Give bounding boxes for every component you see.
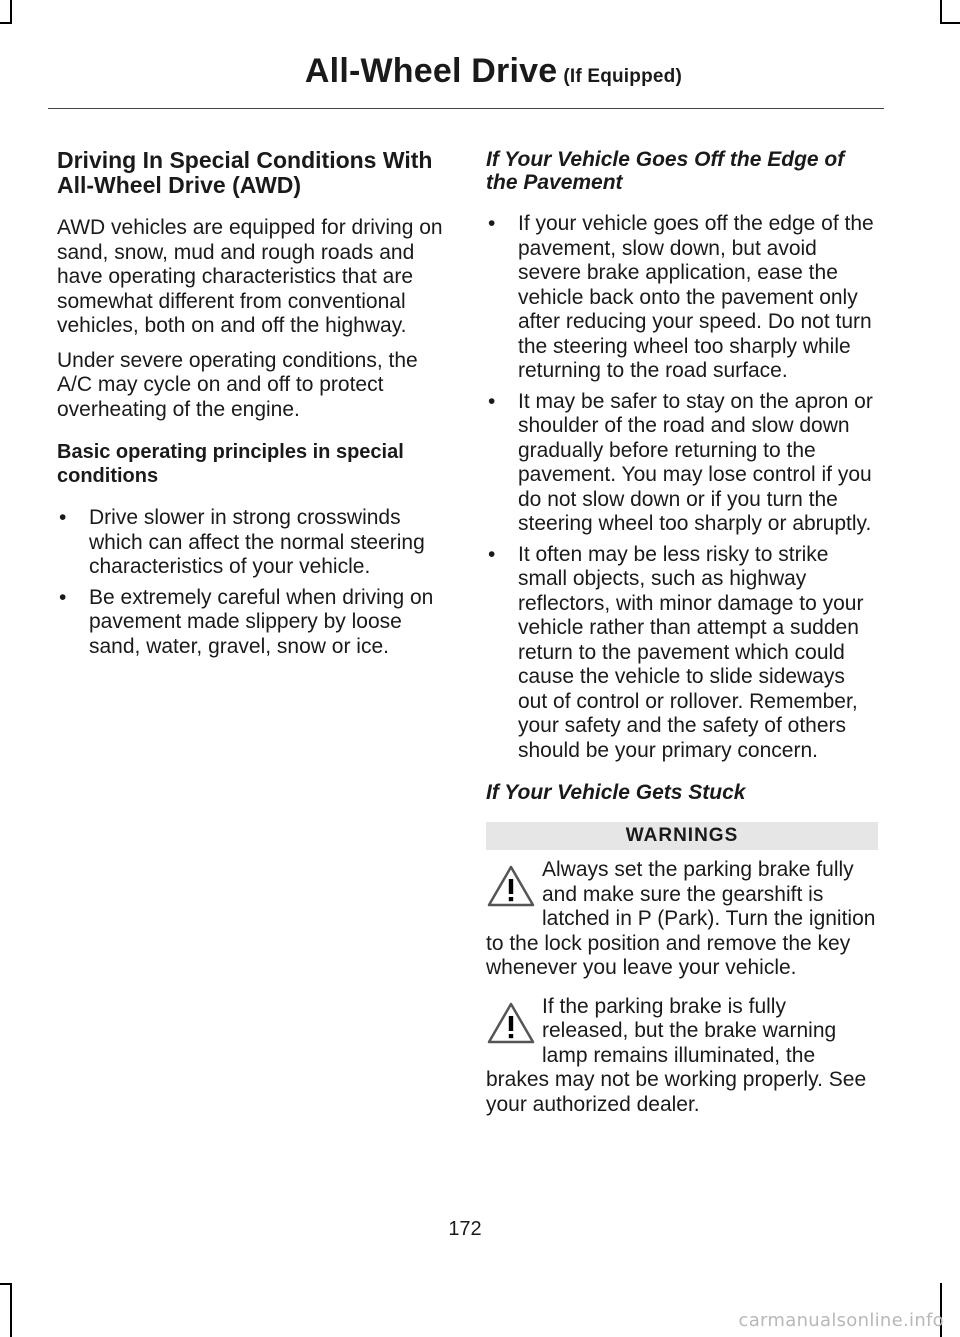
section-heading: If Your Vehicle Gets Stuck <box>486 781 746 804</box>
header-divider <box>48 108 884 109</box>
watermark: carmanualsonline.info <box>738 1310 944 1331</box>
crop-mark <box>10 0 12 24</box>
bullet-list <box>57 506 449 659</box>
header-subtitle: (If Equipped) <box>563 66 682 87</box>
warnings-banner: WARNINGS <box>486 822 878 850</box>
list-item-text: It may be safer to stay on the apron or shoulder of the road and slow down gradually before returning to the pavement. You may lose control if you do not slow down or if you turn the steering wheel too sharply or abruptly. <box>518 389 873 535</box>
page-header <box>305 52 682 91</box>
list-item-text: Be extremely careful when driving on pavement made slippery by loose sand, water, gravel, snow or ice. <box>89 585 434 658</box>
right-column <box>486 148 878 1131</box>
warning-text: Always set the parking brake fully and make sure the gearshift is latched in P (Park). Turn the ignition to the lock position and remove the key whenever you leave your vehicle. <box>486 858 876 979</box>
bullet-marker: • <box>59 506 67 529</box>
warning-triangle-icon <box>486 1001 536 1045</box>
warning-triangle-icon <box>486 864 536 908</box>
paragraph: Under severe operating conditions, the A/C may cycle on and off to protect overheating of the engine. <box>57 348 418 421</box>
crop-mark <box>940 0 942 24</box>
warning-block <box>486 995 878 1118</box>
section-heading: Driving In Special Conditions With All-Wheel Drive (AWD) <box>57 147 433 198</box>
list-item-text: If your vehicle goes off the edge of the pavement, slow down, but avoid severe brake application, ease the vehicle back onto the pavement only after reducing your speed. Do not turn the steering wheel too sharply while returning to the road surface. <box>518 212 874 382</box>
list-item-text: Drive slower in strong crosswinds which can affect the normal steering characteristics of your vehicle. <box>89 506 425 578</box>
list-item <box>57 586 449 660</box>
warning-block <box>486 858 878 981</box>
list-item <box>486 212 878 384</box>
crop-mark <box>0 1283 12 1285</box>
bullet-marker: • <box>488 389 496 413</box>
page-number: 172 <box>448 1218 482 1240</box>
bullet-marker: • <box>488 542 496 566</box>
bullet-marker: • <box>488 212 496 235</box>
crop-mark <box>0 22 12 24</box>
list-item <box>486 390 878 537</box>
section-heading: If Your Vehicle Goes Off the Edge of the Pavement <box>486 148 845 194</box>
list-item <box>57 506 449 580</box>
list-item-text: It often may be less risky to strike small objects, such as highway reflectors, with minor damage to your vehicle rather than attempt a sudden return to the pavement which could cause the vehicle to slide sideways out of control or rollover. Remember, your safety and the safety of others should be your primary concern. <box>518 542 864 762</box>
bullet-marker: • <box>59 585 67 609</box>
crop-mark <box>940 22 960 24</box>
bullet-list <box>486 212 878 763</box>
paragraph: AWD vehicles are equipped for driving on sand, snow, mud and rough roads and have operating characteristics that are somewhat different from conventional vehicles, both on and off the highway. <box>57 216 443 337</box>
header-title: All-Wheel Drive <box>304 52 558 90</box>
subheading: Basic operating principles in special conditions <box>57 441 404 487</box>
list-item <box>486 543 878 764</box>
crop-mark <box>10 1283 12 1337</box>
warning-text: If the parking brake is fully released, but the brake warning lamp remains illuminated, the brakes may not be working properly. See your authorized dealer. <box>486 994 867 1116</box>
left-column <box>57 148 449 669</box>
